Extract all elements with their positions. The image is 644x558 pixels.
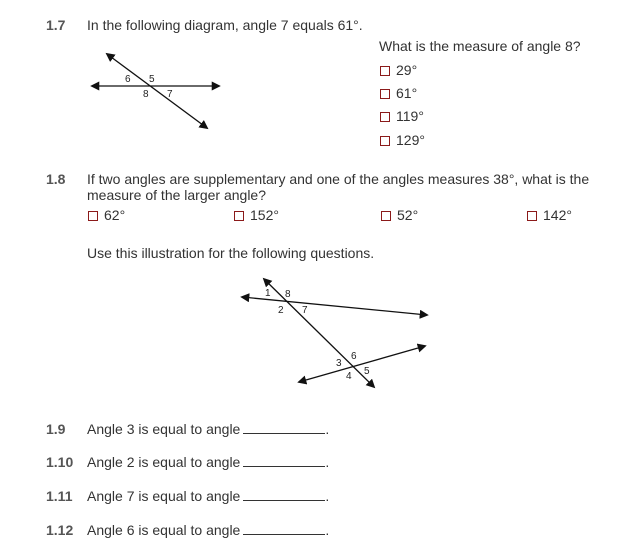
question-number-1-12: 1.12 [46, 522, 74, 538]
angle-label-5: 5 [149, 74, 155, 85]
angle-label-4: 4 [346, 371, 352, 382]
question-row-1-11: Angle 7 is equal to angle . [87, 488, 330, 504]
question-text: Angle 3 is equal to angle [87, 421, 241, 437]
transversal-line-diagonal [107, 54, 207, 128]
question-text: Angle 6 is equal to angle [87, 522, 241, 538]
option-label: 129° [396, 132, 425, 148]
option-label: 52° [397, 207, 419, 223]
option-label: 62° [104, 207, 126, 223]
question-prompt-1-8-line1: If two angles are supplementary and one of the angles measures 38°, what is the [87, 171, 590, 187]
answer-blank[interactable] [243, 488, 325, 501]
option-1-8-b[interactable] [234, 207, 279, 223]
option-1-7-d[interactable] [380, 132, 425, 148]
angle-label-8: 8 [285, 289, 291, 300]
angle-label-3: 3 [336, 358, 342, 369]
angle-label-2: 2 [278, 305, 284, 316]
answer-blank[interactable] [243, 454, 325, 467]
question-number-1-7: 1.7 [46, 17, 66, 33]
illustration-diagram [235, 270, 435, 392]
angle-label-7: 7 [302, 305, 308, 316]
option-1-7-a[interactable] [380, 62, 417, 78]
question-row-1-12: Angle 6 is equal to angle . [87, 522, 330, 538]
option-1-8-d[interactable] [527, 207, 572, 223]
option-label: 152° [250, 207, 279, 223]
answer-blank[interactable] [243, 421, 325, 434]
checkbox[interactable] [380, 112, 390, 122]
angle-label-6: 6 [351, 351, 357, 362]
option-1-7-b[interactable] [380, 85, 417, 101]
checkbox[interactable] [88, 211, 98, 221]
angle-label-8: 8 [143, 89, 149, 100]
transversal-line [264, 279, 374, 387]
question-number-1-8: 1.8 [46, 171, 66, 187]
question-prompt-1-8-line2: measure of the larger angle? [87, 187, 266, 203]
option-1-8-a[interactable] [88, 207, 125, 223]
line-bottom [299, 346, 425, 382]
option-label: 142° [543, 207, 572, 223]
option-1-7-c[interactable] [380, 108, 424, 124]
question-row-1-10: Angle 2 is equal to angle . [87, 454, 330, 470]
question-number-1-10: 1.10 [46, 454, 74, 470]
diagram-1-7 [85, 48, 225, 133]
checkbox[interactable] [234, 211, 244, 221]
checkbox[interactable] [381, 211, 391, 221]
question-text: Angle 2 is equal to angle [87, 454, 241, 470]
checkbox[interactable] [380, 66, 390, 76]
checkbox[interactable] [380, 89, 390, 99]
option-label: 119° [396, 108, 424, 124]
answer-blank[interactable] [243, 522, 325, 535]
option-label: 61° [396, 85, 418, 101]
option-1-8-c[interactable] [381, 207, 418, 223]
angle-label-6: 6 [125, 74, 131, 85]
question-number-1-9: 1.9 [46, 421, 66, 437]
angle-label-1: 1 [265, 288, 271, 299]
parallel-line-top [242, 297, 427, 315]
question-row-1-9: Angle 3 is equal to angle . [87, 421, 330, 437]
question-subprompt-1-7: What is the measure of angle 8? [379, 38, 581, 54]
checkbox[interactable] [527, 211, 537, 221]
angle-label-5: 5 [364, 366, 370, 377]
question-text: Angle 7 is equal to angle [87, 488, 241, 504]
question-prompt-1-7: In the following diagram, angle 7 equals 61°. [87, 17, 363, 33]
checkbox[interactable] [380, 136, 390, 146]
illustration-caption: Use this illustration for the following questions. [87, 245, 375, 261]
question-number-1-11: 1.11 [46, 488, 73, 504]
option-label: 29° [396, 62, 418, 78]
angle-label-7: 7 [167, 89, 173, 100]
